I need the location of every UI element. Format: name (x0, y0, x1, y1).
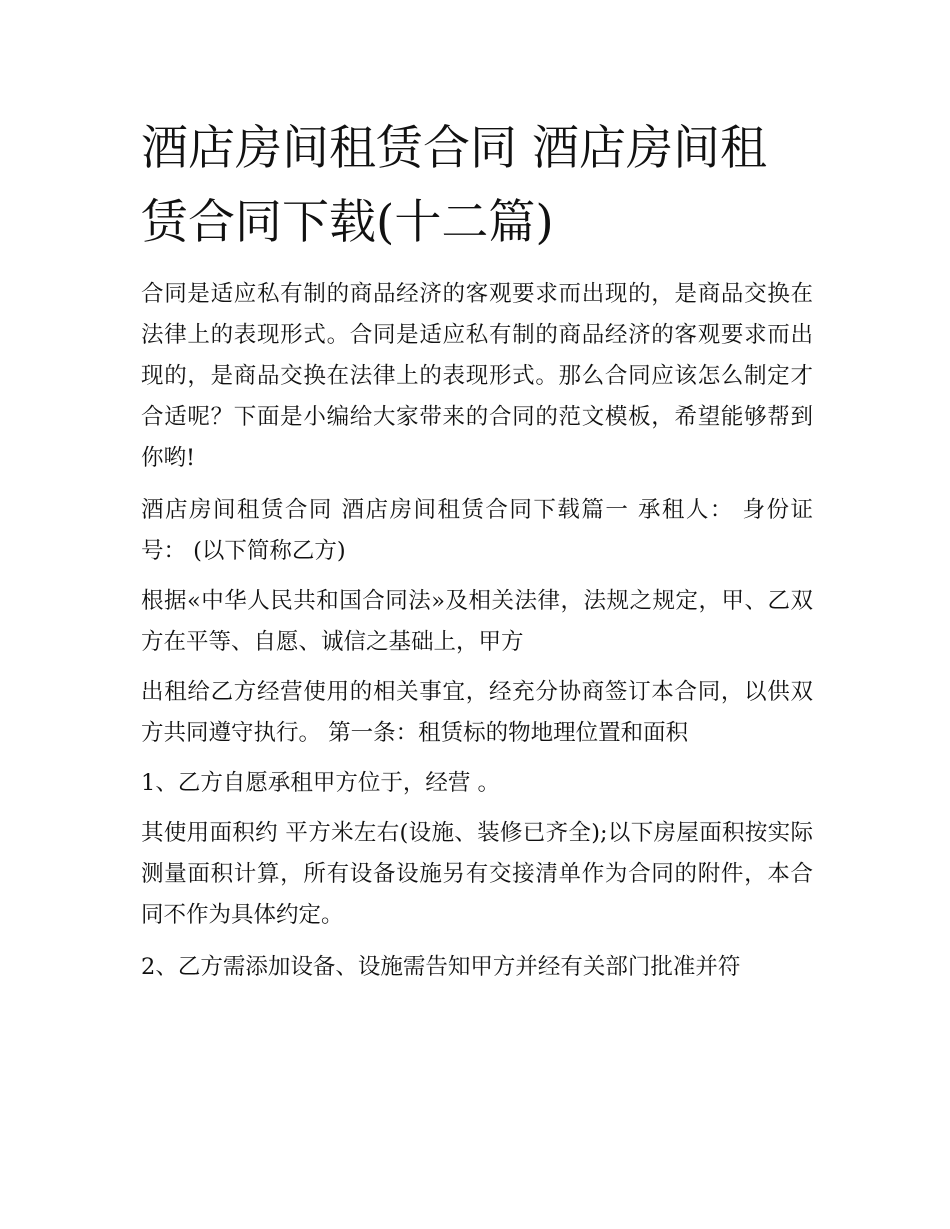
document-title: 酒店房间租赁合同 酒店房间租赁合同下载(十二篇) (141, 121, 767, 250)
paragraph-lease-purpose: 出租给乙方经营使用的相关事宜，经充分协商签订本合同，以供双方共同遵守执行。 第一条：租赁标的物地理位置和面积 (141, 679, 813, 746)
paragraph-section-one-heading: 酒店房间租赁合同 酒店房间租赁合同下载篇一 承租人： 身份证号： (以下简称乙方) (141, 497, 813, 564)
paragraph-clause-2: 2、乙方需添加设备、设施需告知甲方并经有关部门批准并符 (141, 954, 741, 980)
paragraph-legal-basis: 根据«中华人民共和国合同法»及相关法律，法规之规定，甲、乙双方在平等、自愿、诚信之基础上，甲方 (141, 588, 813, 655)
document-page (141, 112, 813, 999)
paragraph-usable-area: 其使用面积约 平方米左右(设施、装修已齐全);以下房屋面积按实际测量面积计算，所有设备设施另有交接清单作为合同的附件，本合同不作为具体约定。 (141, 820, 813, 928)
paragraph-intro: 合同是适应私有制的商品经济的客观要求而出现的，是商品交换在法律上的表现形式。合同是适应私有制的商品经济的客观要求而出现的，是商品交换在法律上的表现形式。那么合同应该怎么制定才合适呢？下面是小编给大家带来的合同的范文模板，希望能够帮到你哟! (141, 281, 813, 471)
paragraph-clause-1: 1、乙方自愿承租甲方位于，经营 。 (141, 770, 500, 796)
